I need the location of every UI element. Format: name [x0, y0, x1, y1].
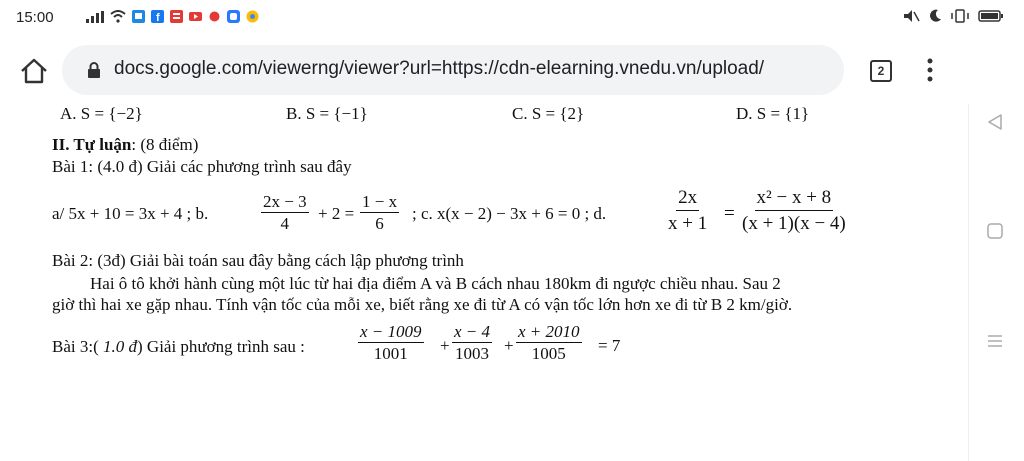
bai3-label	[52, 337, 305, 357]
lock-icon[interactable]	[86, 62, 102, 78]
status-icons-left	[86, 10, 259, 23]
facebook-icon	[151, 10, 164, 23]
fraction-numerator: x + 2010	[518, 322, 580, 341]
battery-icon	[978, 9, 1004, 23]
fraction-numerator: x² − x + 8	[755, 186, 834, 211]
address-bar[interactable]	[62, 45, 844, 95]
choice-b: B. S = {−1}	[286, 104, 368, 123]
bai1-a: a/ 5x + 10 = 3x + 4 ; b.	[52, 204, 209, 223]
choice-d: D. S = {1}	[736, 104, 810, 123]
choice-a: A. S = {−2}	[60, 104, 143, 123]
bai2-line1: Hai ô tô khởi hành cùng một lúc từ hai địa điểm A và B cách nhau 180km đi ngược chiều nhau. Sau 2	[90, 274, 781, 293]
home-nav-icon[interactable]	[986, 222, 1004, 240]
news-icon	[170, 10, 183, 23]
fraction-denominator: (x + 1)(x − 4)	[742, 213, 846, 234]
home-icon[interactable]	[20, 58, 48, 84]
bai1-c: ; c. x(x − 2) − 3x + 6 = 0 ; d.	[412, 204, 607, 223]
bai3-suffix: ) Giải phương trình sau :	[137, 337, 305, 356]
fraction-numerator: x − 4	[454, 322, 491, 341]
fraction-numerator: 2x − 3	[263, 192, 307, 211]
choice-c: C. S = {2}	[512, 104, 585, 123]
section-heading	[52, 135, 198, 155]
tab-switcher-button[interactable]: 2	[870, 60, 892, 82]
bai1-d-eq: =	[724, 203, 735, 224]
bai3-rhs: = 7	[598, 336, 621, 355]
bai3-points: 1.0 đ	[98, 337, 137, 356]
plus-sign: +	[504, 336, 514, 355]
section-points: : (8 điểm)	[131, 135, 199, 154]
status-icons-right	[902, 9, 1004, 23]
bai2-title: Bài 2: (3đ) Giải bài toán sau đây bằng cách lập phương trình	[52, 251, 464, 270]
svg-text:f: f	[156, 12, 160, 23]
bai3-frac2	[452, 322, 492, 365]
bai1-title: Bài 1: (4.0 đ) Giải các phương trình sau đây	[52, 157, 352, 176]
fraction-denominator: 1003	[455, 344, 490, 363]
url-text[interactable]: docs.google.com/viewerng/viewer?url=https://cdn-elearning.vnedu.vn/upload/	[114, 58, 765, 79]
browser-toolbar	[0, 36, 1024, 105]
wifi-icon	[110, 10, 126, 23]
fraction-denominator: 6	[375, 214, 384, 233]
youtube-icon	[189, 10, 202, 23]
gallery-icon	[132, 10, 145, 23]
status-bar	[0, 0, 1024, 36]
bai1-b-frac1	[261, 192, 309, 235]
bai3-frac3	[516, 322, 582, 365]
app-icon	[208, 10, 221, 23]
recents-nav-icon[interactable]	[986, 332, 1004, 350]
chrome-icon	[246, 10, 259, 23]
bai1-d-frac1	[668, 186, 707, 237]
bai1-d-frac2	[742, 186, 846, 237]
bai3-frac1	[358, 322, 424, 365]
back-nav-icon[interactable]	[985, 112, 1005, 132]
fraction-numerator: 2x	[676, 186, 699, 211]
nav-side-bar	[968, 104, 1024, 461]
fraction-numerator: x − 1009	[360, 322, 422, 341]
bai2-line2: giờ thì hai xe gặp nhau. Tính vận tốc của mỗi xe, biết rằng xe đi từ A có vận tốc lớn hơn xe đi từ B 2 km/giờ.	[52, 295, 793, 314]
more-menu-icon[interactable]	[926, 58, 934, 82]
signal-icon	[86, 11, 104, 23]
bai1-b-mid: + 2 =	[318, 204, 355, 223]
fraction-denominator: 1001	[373, 344, 408, 363]
bai3-prefix: Bài 3:(	[52, 337, 99, 356]
document-page	[0, 104, 968, 461]
bai1-b-frac2	[360, 192, 399, 235]
vibrate-icon	[950, 9, 970, 23]
fraction-denominator: 4	[280, 214, 290, 233]
plus-sign: +	[440, 336, 450, 355]
status-time: 15:00	[16, 9, 54, 26]
messenger-icon	[227, 10, 240, 23]
moon-icon	[928, 9, 942, 23]
fraction-denominator: x + 1	[668, 213, 708, 234]
fraction-numerator: 1 − x	[362, 192, 398, 211]
section-title: II. Tự luận	[52, 135, 132, 154]
fraction-denominator: 1005	[531, 344, 566, 363]
mute-icon	[902, 9, 920, 23]
